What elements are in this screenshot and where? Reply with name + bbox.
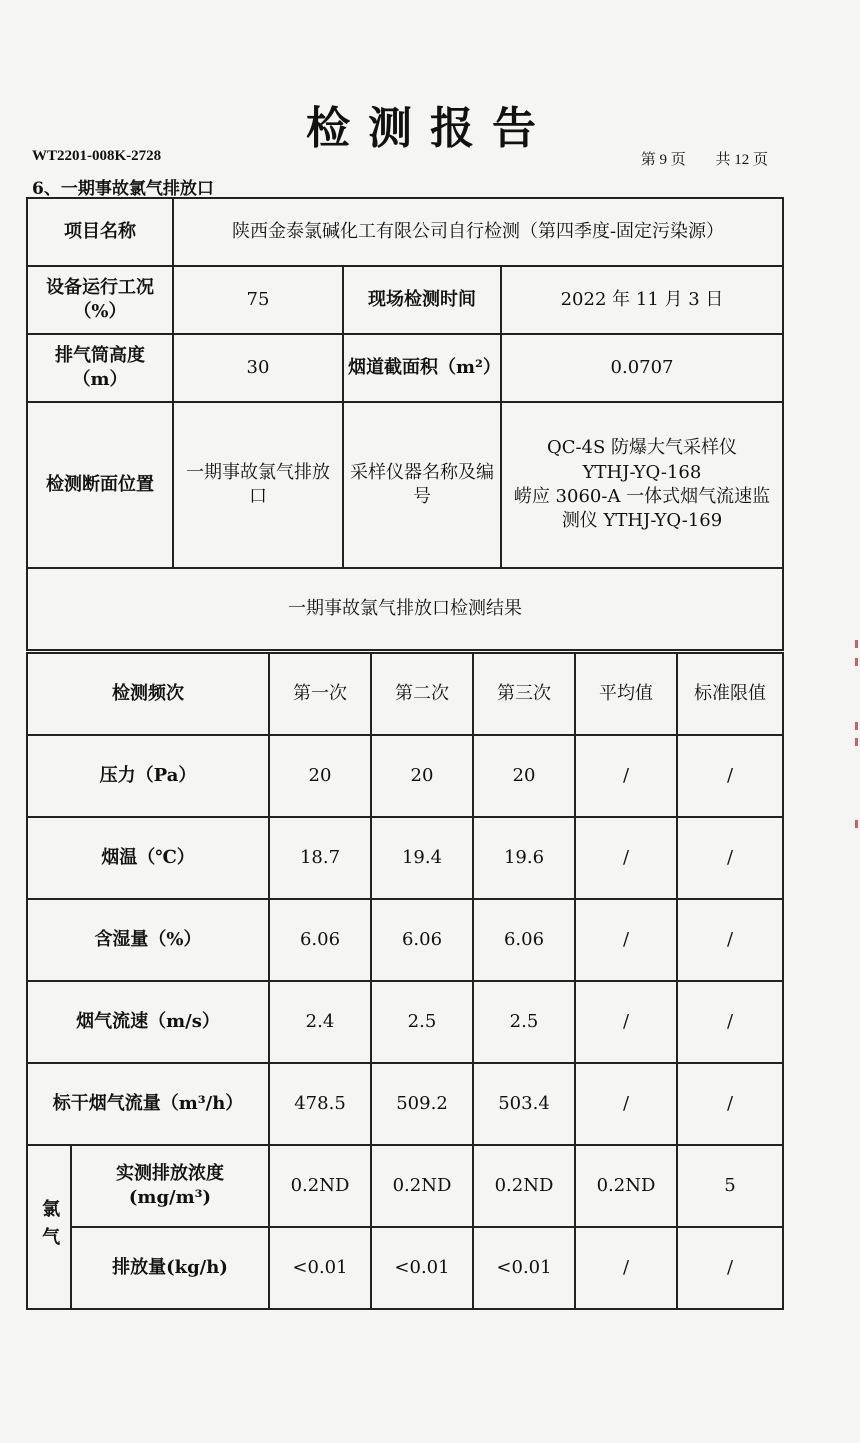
cell: /: [677, 1227, 783, 1309]
cell: 19.6: [473, 817, 575, 899]
results-caption: 一期事故氯气排放口检测结果: [27, 568, 783, 650]
cell: 509.2: [371, 1063, 473, 1145]
cell: <0.01: [371, 1227, 473, 1309]
group-label: 氯气: [27, 1145, 71, 1309]
cell: /: [677, 1063, 783, 1145]
cell: 503.4: [473, 1063, 575, 1145]
instrument-value: [501, 402, 783, 568]
row-label: 实测排放浓度(mg/m³): [71, 1145, 269, 1227]
page-total: 共 12 页: [715, 152, 768, 168]
cell: 20: [269, 735, 371, 817]
row-label: 烟温（℃）: [27, 817, 269, 899]
time-value: 2022 年 11 月 3 日: [501, 266, 783, 334]
cell: 20: [371, 735, 473, 817]
cell: /: [575, 981, 677, 1063]
cell: /: [575, 899, 677, 981]
cell: 20: [473, 735, 575, 817]
edge-mark: [855, 658, 858, 666]
instrument-line: QC-4S 防爆大气采样仪: [546, 437, 738, 459]
cell: <0.01: [269, 1227, 371, 1309]
row-label: 压力（Pa）: [27, 735, 269, 817]
cell: 0.2ND: [269, 1145, 371, 1227]
cell: /: [677, 735, 783, 817]
edge-mark: [855, 738, 858, 746]
cell: 2.5: [371, 981, 473, 1063]
table-row: [27, 981, 783, 1063]
cell: 5: [677, 1145, 783, 1227]
height-label: 排气筒高度（m）: [27, 334, 173, 402]
page-info: [615, 148, 768, 169]
table-row: [27, 1063, 783, 1145]
cell: 6.06: [269, 899, 371, 981]
condition-value: 75: [173, 266, 343, 334]
cell: 0.2ND: [575, 1145, 677, 1227]
cell: 478.5: [269, 1063, 371, 1145]
cell: 18.7: [269, 817, 371, 899]
row-label: 含湿量（%）: [27, 899, 269, 981]
edge-mark: [855, 820, 858, 828]
edge-mark: [855, 722, 858, 730]
position-label: 检测断面位置: [27, 402, 173, 568]
cell: 2.4: [269, 981, 371, 1063]
cell: 0.2ND: [371, 1145, 473, 1227]
header-first: 第一次: [269, 653, 371, 735]
area-label: 烟道截面积（m²）: [343, 334, 501, 402]
header-second: 第二次: [371, 653, 473, 735]
row-label: 排放量(kg/h): [71, 1227, 269, 1309]
table-row: [27, 735, 783, 817]
table-row: [27, 899, 783, 981]
page-title: 检测报告: [306, 103, 554, 154]
table-row: [27, 1227, 783, 1309]
header-third: 第三次: [473, 653, 575, 735]
cell: /: [575, 1063, 677, 1145]
instrument-label: 采样仪器名称及编号: [343, 402, 501, 568]
row-label: 烟气流速（m/s）: [27, 981, 269, 1063]
report-number: WT2201-008K-2728: [32, 148, 162, 164]
cell: /: [575, 1227, 677, 1309]
header-limit: 标准限值: [677, 653, 783, 735]
cell: /: [677, 981, 783, 1063]
header-frequency: 检测频次: [27, 653, 269, 735]
area-value: 0.0707: [501, 334, 783, 402]
row-label: 标干烟气流量（m³/h）: [27, 1063, 269, 1145]
cell: /: [677, 899, 783, 981]
cell: 6.06: [371, 899, 473, 981]
instrument-line: 崂应 3060-A 一体式烟气流速监: [513, 486, 771, 507]
info-table: [26, 197, 784, 651]
results-table: [26, 652, 784, 1310]
section-heading: 6、一期事故氯气排放口: [32, 179, 214, 199]
project-label: 项目名称: [27, 198, 173, 266]
instrument-line: YTHJ-YQ-168: [582, 461, 702, 483]
cell: /: [575, 817, 677, 899]
edge-marks: [854, 640, 858, 840]
position-value: 一期事故氯气排放口: [173, 402, 343, 568]
instrument-line: 测仪 YTHJ-YQ-169: [561, 510, 723, 532]
page-current: 第 9 页: [640, 152, 686, 168]
table-row: [27, 1145, 783, 1227]
edge-mark: [855, 640, 858, 648]
project-value: 陕西金泰氯碱化工有限公司自行检测（第四季度-固定污染源）: [173, 198, 783, 266]
cell: 2.5: [473, 981, 575, 1063]
cell: <0.01: [473, 1227, 575, 1309]
cell: 0.2ND: [473, 1145, 575, 1227]
condition-label: 设备运行工况（%）: [27, 266, 173, 334]
cell: /: [575, 735, 677, 817]
cell: 6.06: [473, 899, 575, 981]
cell: /: [677, 817, 783, 899]
time-label: 现场检测时间: [343, 266, 501, 334]
cell: 19.4: [371, 817, 473, 899]
header-average: 平均值: [575, 653, 677, 735]
height-value: 30: [173, 334, 343, 402]
table-row: [27, 817, 783, 899]
